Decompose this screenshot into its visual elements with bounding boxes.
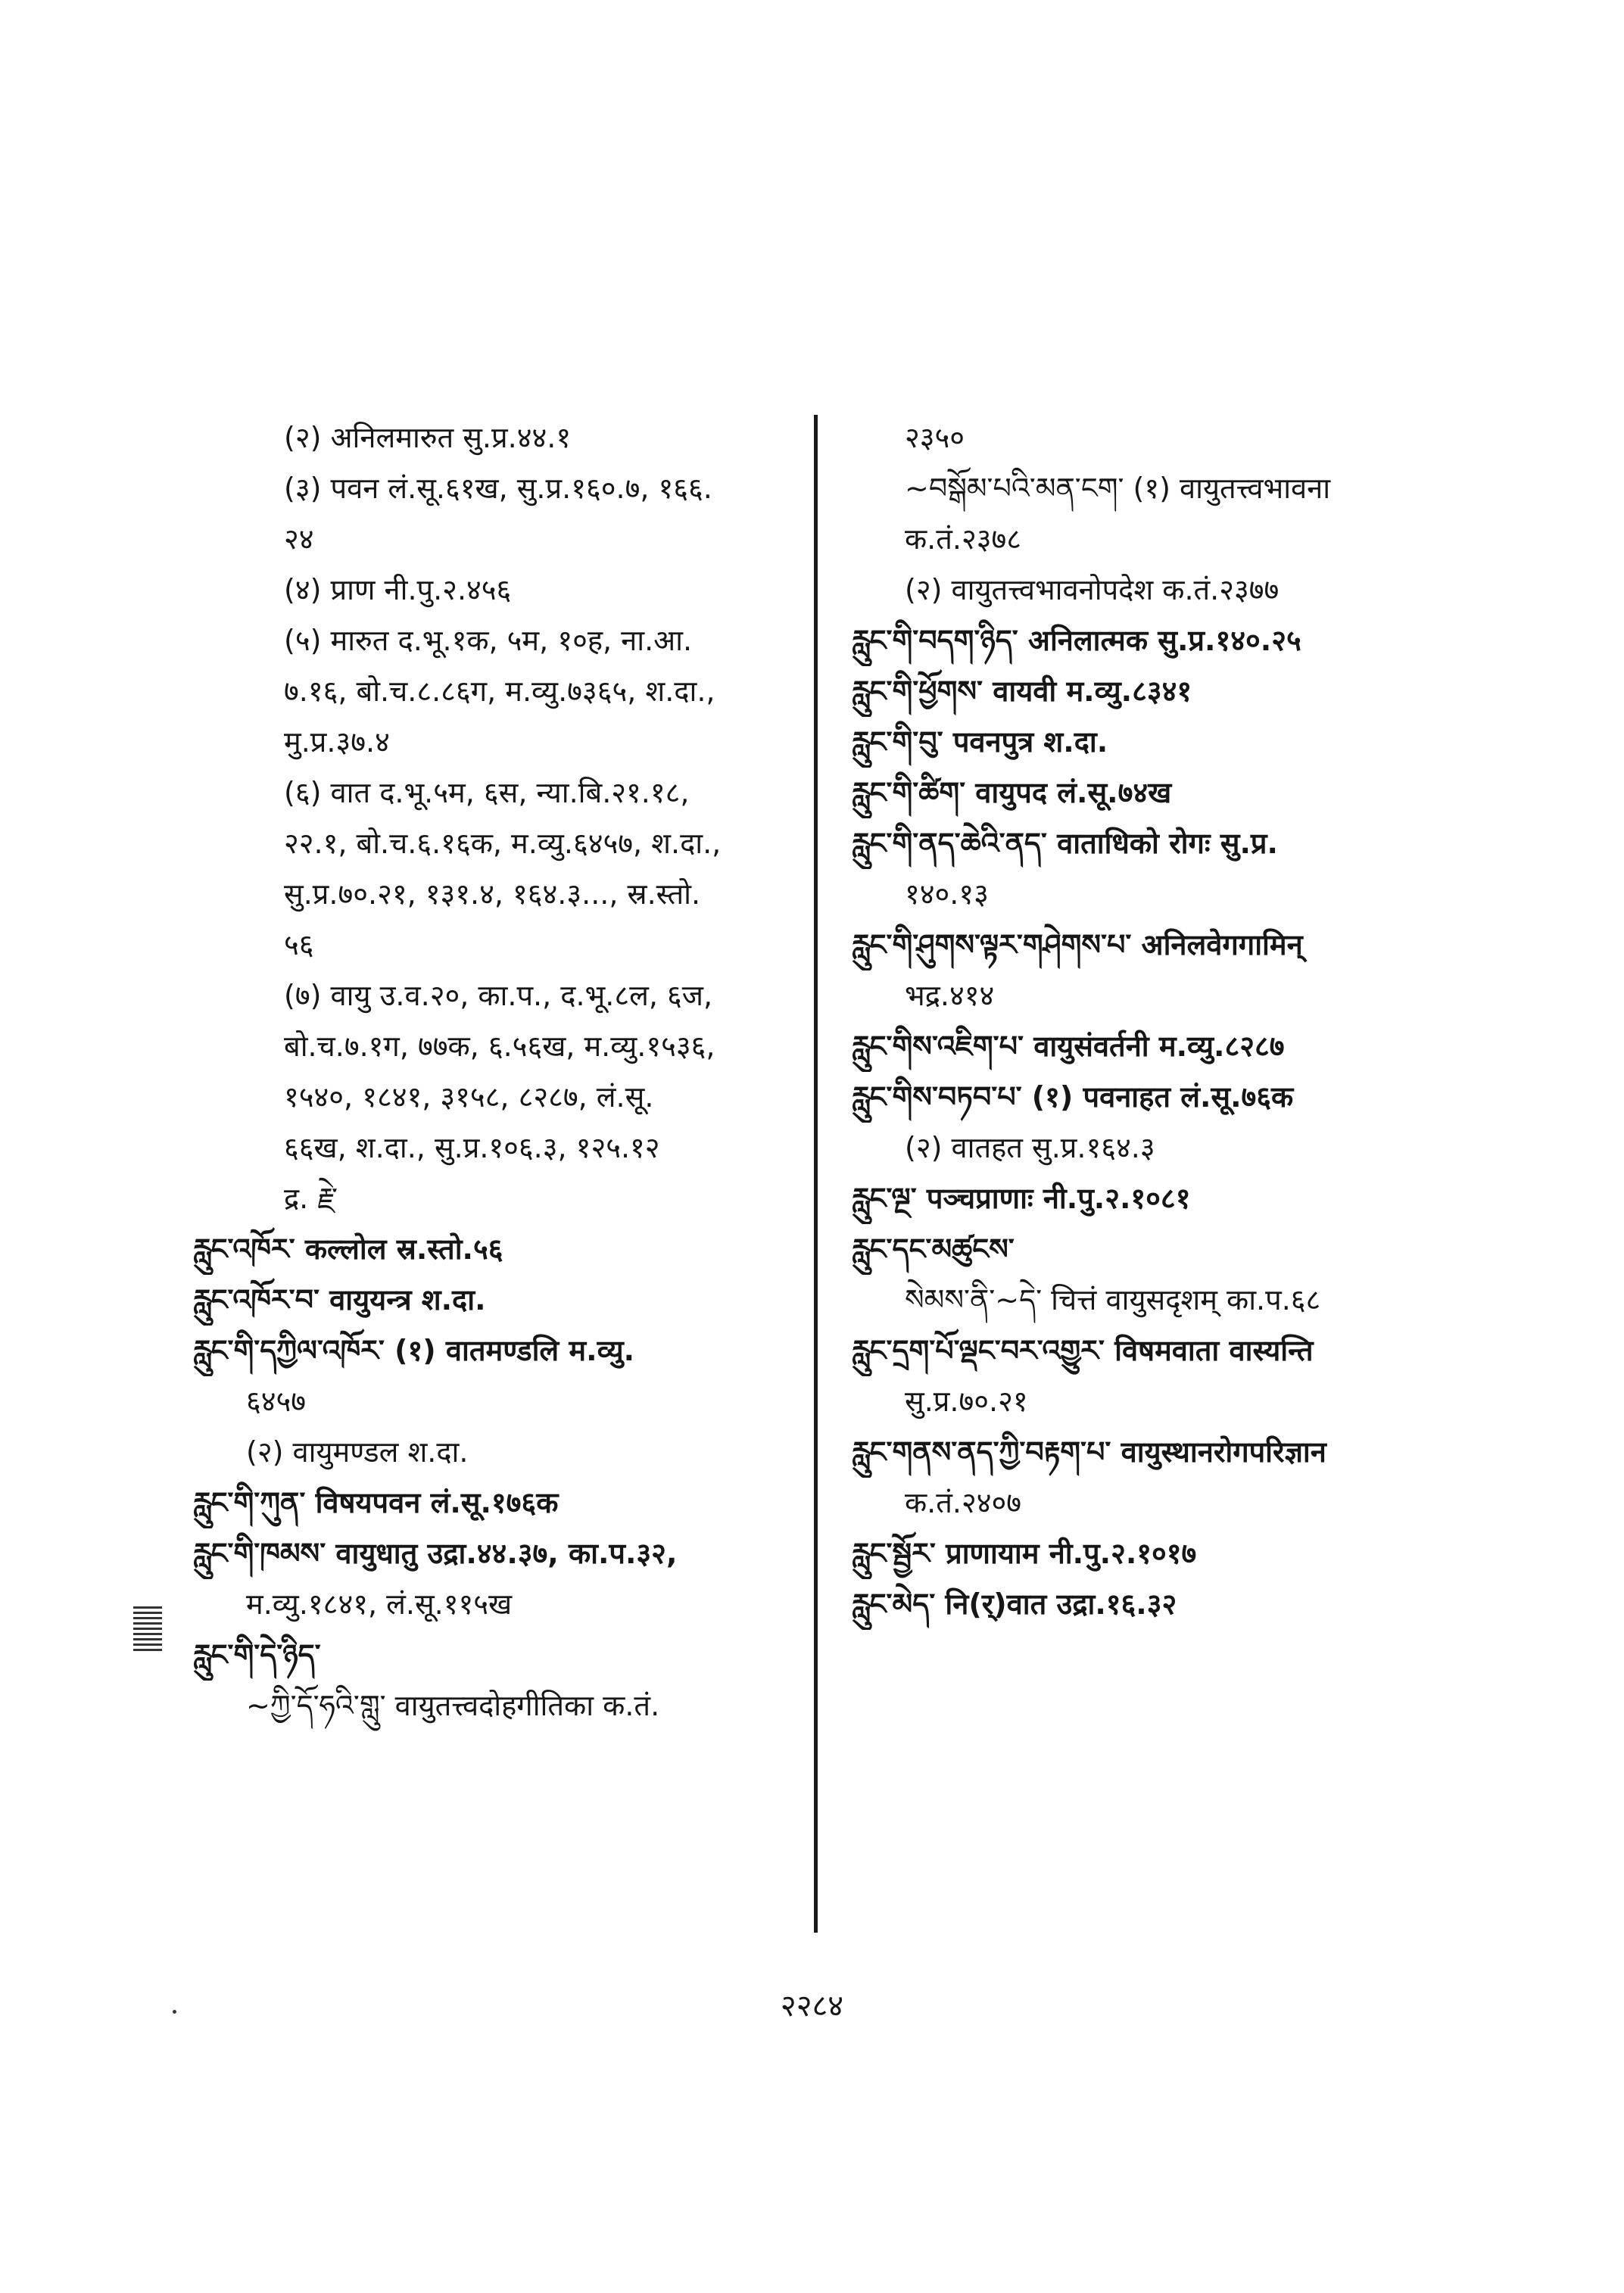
left-column (193, 413, 799, 1731)
entry-line: १४०.१३ (905, 877, 989, 911)
entry-line: སེམས་ནི་~དེ་ चित्तं वायुसदृशम् का.प.६८ (905, 1283, 1321, 1316)
entry-line: རླུང་གིས་འཇིག་པ་ वायुसंवर्तनी म.व्यु.८२८७ (852, 1030, 1285, 1063)
entry-line: २३५० (905, 421, 965, 454)
entry-line: ६६ख, श.दा., सु.प्र.१०६.३, १२५.१२ (284, 1131, 660, 1164)
entry-line: क.तं.२४०७ (905, 1486, 1022, 1519)
entry-line: बो.च.७.१ग, ७७क, ६.५६ख, म.व्यु.१५३६, (284, 1030, 715, 1063)
entry-line: རླུང་གི་ནད་ཆེའི་ནད་ वाताधिको रोगः सु.प्र. (852, 827, 1278, 860)
entry-line: ५६ (284, 928, 314, 961)
entry-line: ७.१६, बो.च.८.८६ग, म.व्यु.७३६५, श.दा., (284, 675, 715, 708)
entry-line: सु.प्र.७०.२१ (905, 1385, 1028, 1418)
entry-line: (२) अनिलमारुत सु.प्र.४४.१ (284, 421, 572, 454)
entry-line: ६४५७ (246, 1385, 307, 1418)
entry-line: (४) प्राण नी.पु.२.४५६ (284, 573, 512, 606)
entry-line: རླུང་ལྔ་ पञ्चप्राणाः नी.पु.२.१०८१ (852, 1182, 1191, 1215)
entry-line: རླུང་གནས་ནད་ཀྱི་བརྟག་པ་ वायुस्थानरोगपरिज्ञान (852, 1435, 1326, 1469)
entry-line: क.तं.२३७८ (905, 522, 1022, 556)
page-number: २२८४ (780, 1989, 844, 2024)
entry-line: རླུང་གི་ཁམས་ वायुधातु उद्रा.४४.३७, का.प.३२, (193, 1537, 678, 1570)
entry-line: भद्र.४१४ (905, 979, 995, 1012)
entry-line: རླུང་དྲག་པོ་ལྡང་བར་འགྱུར་ विषमवाता वास्यन्ति (852, 1334, 1314, 1367)
column-divider (814, 415, 818, 1933)
entry-line: (६) वात द.भू.५म, ६स, न्या.बि.२१.१८, (284, 776, 690, 809)
entry-line: རླུང་གི་བདག་ཉིད་ अनिलात्मक सु.प्र.१४०.२५ (852, 624, 1301, 657)
entry-line: (२) वायुमण्डल श.दा. (246, 1435, 469, 1469)
entry-line: (५) मारुत द.भू.१क, ५म, १०ह, ना.आ. (284, 624, 693, 657)
entry-line: རླུང་གི་བུ་ पवनपुत्र श.दा. (852, 725, 1108, 759)
entry-line: १५४०, १८४१, ३१५८, ८२८७, लं.सू. (284, 1080, 654, 1114)
entry-line: मु.प्र.३७.४ (284, 725, 390, 759)
entry-line: རླུང་གི་ཤུགས་ལྟར་གཤེགས་པ་ अनिलवेगगामिन् (852, 928, 1303, 961)
entry-line: རླུང་གིས་བཏབ་པ་ (१) पवनाहत लं.सू.७६क (852, 1080, 1294, 1114)
entry-line: རླུང་འཁོར་བ་ वायुयन्त्र श.दा. (193, 1283, 486, 1316)
entry-line: ~བསྒོམ་པའི་མན་ངག་ (१) वायुतत्त्वभावना (905, 472, 1331, 505)
entry-line: རླུང་གི་དེ་ཉིད་ (193, 1638, 321, 1671)
entry-line: (२) वायुतत्त्वभावनोपदेश क.तं.२३७७ (905, 573, 1280, 606)
margin-marker-icon (133, 1606, 162, 1652)
entry-line: རླུང་སྦྱོར་ प्राणायाम नी.पु.२.१०१७ (852, 1537, 1197, 1570)
entry-line: द्र. རྗེ་ (284, 1182, 338, 1215)
right-column (852, 413, 1457, 1630)
entry-line: རླུང་གི་ཀུན་ विषयपवन लं.सू.१७६क (193, 1486, 559, 1519)
entry-line: རླུང་གི་ཕྱོགས་ वायवी म.व्यु.८३४१ (852, 675, 1192, 708)
entry-line: རླུང་འཁོར་ कल्लोल स्र.स्तो.५६ (193, 1232, 503, 1266)
entry-line: सु.प्र.७०.२१, १३१.४, १६४.३..., स्र.स्तो. (284, 877, 701, 911)
entry-line: म.व्यु.१८४१, लं.सू.११५ख (246, 1587, 513, 1621)
entry-line: རླུང་དང་མཚུངས་ (852, 1232, 1015, 1266)
entry-line: རླུང་གི་ཚིག་ वायुपद लं.सू.७४ख (852, 776, 1172, 809)
entry-line: २२.१, बो.च.६.१६क, म.व्यु.६४५७, श.दा., (284, 827, 722, 860)
entry-line: རླུང་གི་དཀྱིལ་འཁོར་ (१) वातमण्डलि म.व्यु. (193, 1334, 635, 1367)
entry-line: (७) वायु उ.व.२०, का.प., द.भू.८ल, ६ज, (284, 979, 713, 1012)
entry-line: རླུང་མེད་ नि(र्)वात उद्रा.१६.३२ (852, 1587, 1177, 1621)
entry-line: (३) पवन लं.सू.६१ख, सु.प्र.१६०.७, १६६. (284, 472, 712, 505)
entry-line: २४ (284, 522, 314, 556)
entry-line: (२) वातहत सु.प्र.१६४.३ (905, 1131, 1155, 1164)
entry-line: ~ཀྱི་དོ་ཧའི་གླུ་ वायुतत्त्वदोहगीतिका क.तं. (246, 1689, 660, 1722)
